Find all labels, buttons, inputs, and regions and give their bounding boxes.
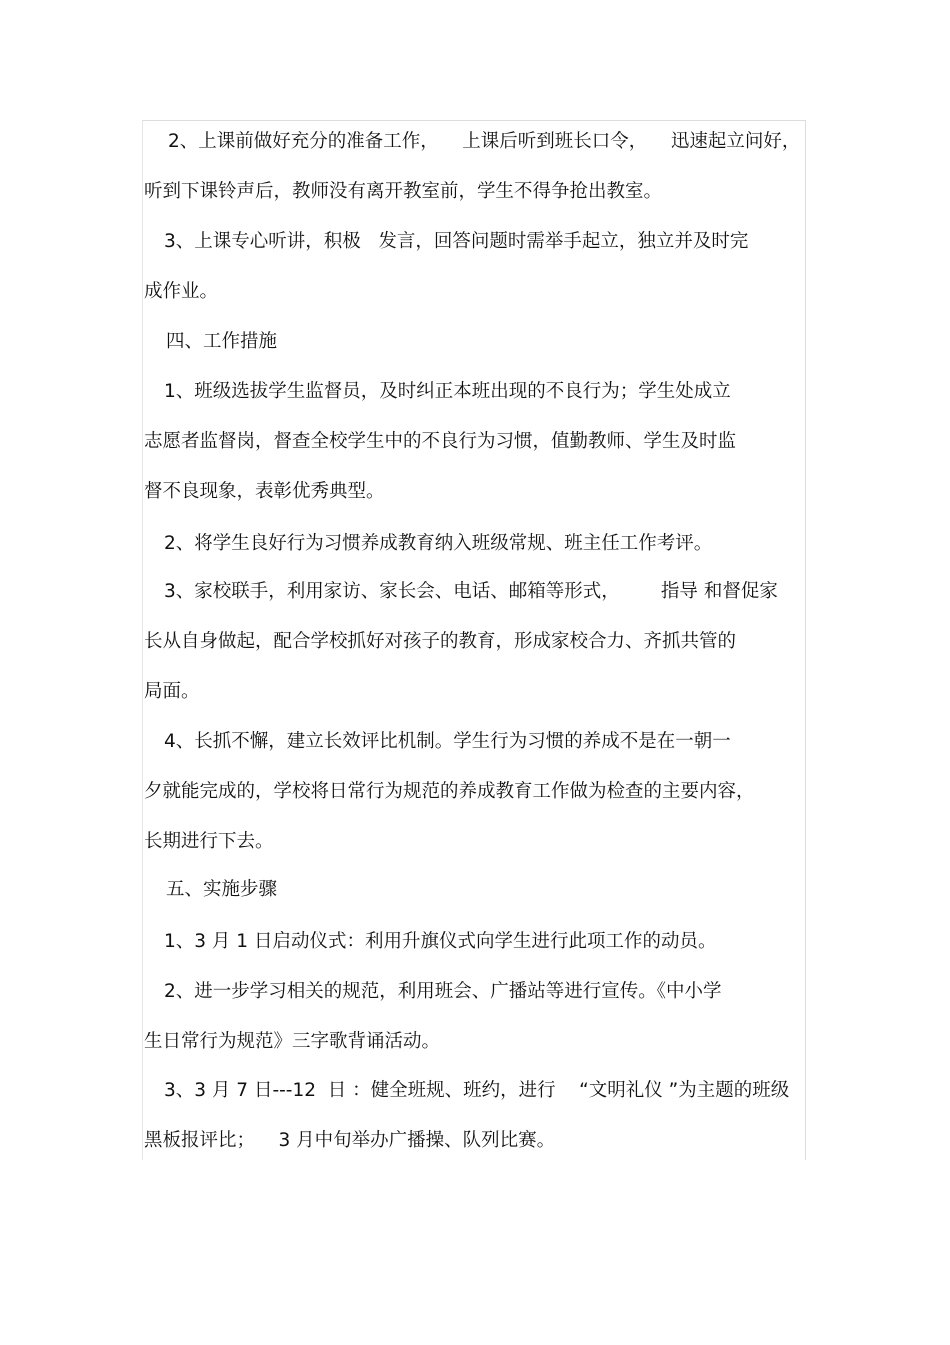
text-line: 2、将学生良好行为习惯养成教育纳入班级常规、班主任工作考评。 — [164, 533, 713, 554]
text-line: 2、进一步学习相关的规范，利用班会、广播站等进行宣传。《中小学 — [164, 981, 722, 1002]
text-line: 督不良现象，表彰优秀典型。 — [144, 481, 385, 502]
text-line: 长从自身做起，配合学校抓好对孩子的教育，形成家校合力、齐抓共管的 — [144, 631, 737, 652]
text-line: 3、3 月 7 日---12 日 ：健全班规、班约，进行 “文明礼仪 ”为主题的班级 — [164, 1080, 790, 1101]
text-line: 4、长抓不懈，建立长效评比机制。学生行为习惯的养成不是在一朝一 — [164, 731, 731, 752]
text-line: 长期进行下去。 — [144, 831, 274, 852]
text-line: 志愿者监督岗，督查全校学生中的不良行为习惯，值勤教师、学生及时监 — [144, 431, 737, 452]
text-line: 生日常行为规范》三字歌背诵活动。 — [144, 1031, 441, 1052]
section-heading: 五、实施步骤 — [166, 879, 278, 900]
text-line: 2、上课前做好充分的准备工作， 上课后听到班长口令， 迅速起立问好， — [168, 131, 801, 152]
section-heading: 四、工作措施 — [166, 331, 278, 352]
text-line: 3、家校联手，利用家访、家长会、电话、邮箱等形式， 指导 和督促家 — [164, 581, 778, 602]
text-line: 1、3 月 1 日启动仪式：利用升旗仪式向学生进行此项工作的动员。 — [164, 931, 717, 952]
text-line: 成作业。 — [144, 281, 219, 302]
text-line: 3、上课专心听讲，积极 发言，回答问题时需举手起立，独立并及时完 — [164, 231, 749, 252]
text-line: 1、班级选拔学生监督员，及时纠正本班出现的不良行为；学生处成立 — [164, 381, 731, 402]
text-line: 夕就能完成的，学校将日常行为规范的养成教育工作做为检查的主要内容， — [144, 781, 755, 802]
text-line: 黑板报评比； 3 月中旬举办广播操、队列比赛。 — [144, 1130, 556, 1151]
text-line: 听到下课铃声后，教师没有离开教室前，学生不得争抢出教室。 — [144, 181, 663, 202]
text-line: 局面。 — [144, 681, 200, 702]
